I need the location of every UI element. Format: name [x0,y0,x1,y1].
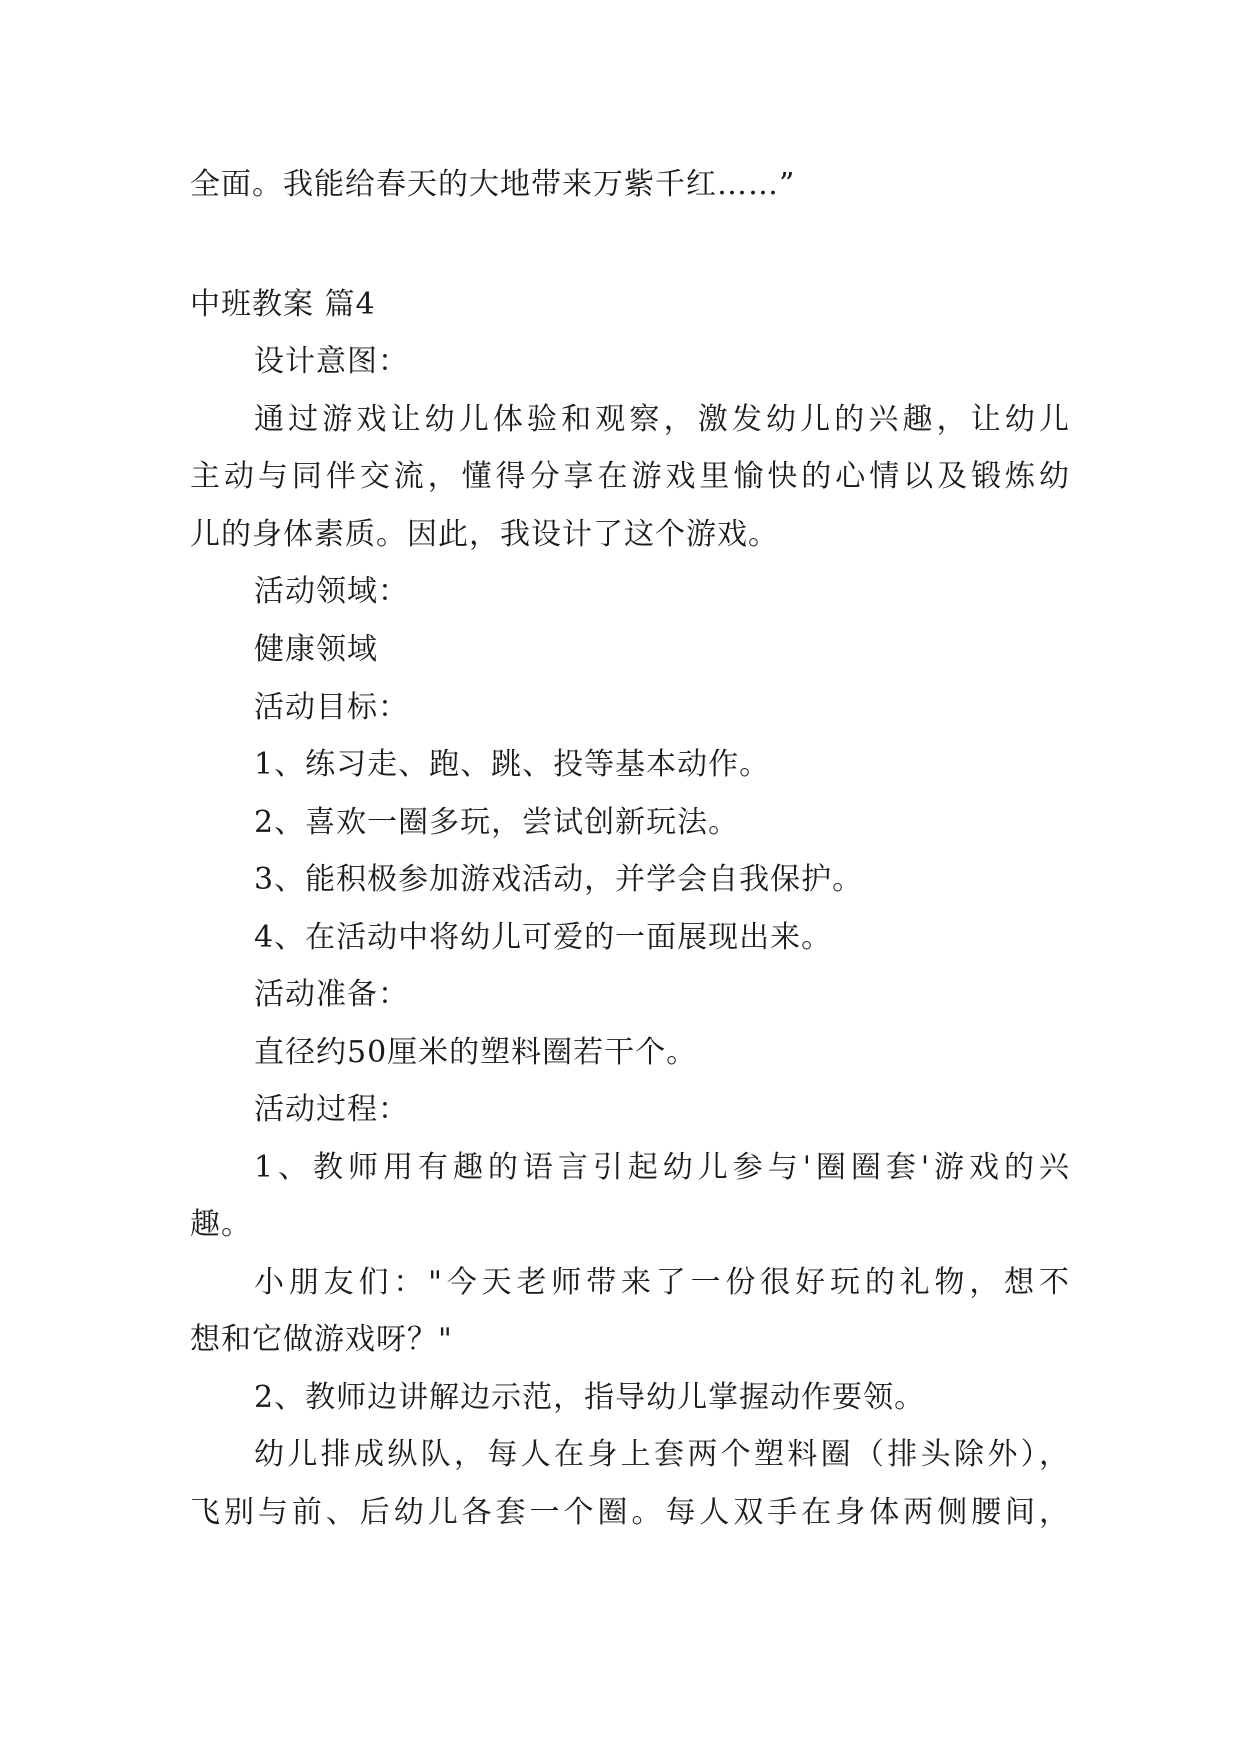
text-line: 3、能积极参加游戏活动，并学会自我保护。 [254,862,864,897]
text-line: 儿的身体素质。因此，我设计了这个游戏。 [190,517,779,552]
text-line: 4、在活动中将幼儿可爱的一面展现出来。 [254,920,833,955]
text-line: 2、喜欢一圈多玩，尝试创新玩法。 [254,805,740,840]
text-line: 主动与同伴交流，懂得分享在游戏里愉快的心情以及锻炼幼 [190,459,1070,494]
text-line: 幼儿排成纵队，每人在身上套两个塑料圈（排头除外）， [254,1437,1070,1472]
text-line: 活动目标： [254,690,409,725]
section-heading: 中班教案 篇4 [190,287,376,322]
text-line: 趣。 [190,1207,252,1242]
text-line: 小朋友们："今天老师带来了一份很好玩的礼物，想不 [254,1265,1070,1300]
text-line: 1、教师用有趣的语言引起幼儿参与'圈圈套'游戏的兴 [254,1150,1070,1185]
text-line: 设计意图： [254,344,409,379]
text-line: 通过游戏让幼儿体验和观察，激发幼儿的兴趣，让幼儿 [254,402,1070,437]
text-line: 2、教师边讲解边示范，指导幼儿掌握动作要领。 [254,1380,926,1415]
text-line: 全面。我能给春天的大地带来万紫千红……” [190,167,796,202]
text-line: 想和它做游戏呀？" [190,1322,453,1357]
text-line: 1、练习走、跑、跳、投等基本动作。 [254,747,771,782]
text-line: 健康领域 [254,632,378,667]
text-line: 活动领域： [254,574,409,609]
text-line: 直径约50厘米的塑料圈若干个。 [254,1035,698,1070]
text-line: 飞别与前、后幼儿各套一个圈。每人双手在身体两侧腰间， [190,1495,1070,1530]
text-line: 活动过程： [254,1092,409,1127]
text-line: 活动准备： [254,977,409,1012]
